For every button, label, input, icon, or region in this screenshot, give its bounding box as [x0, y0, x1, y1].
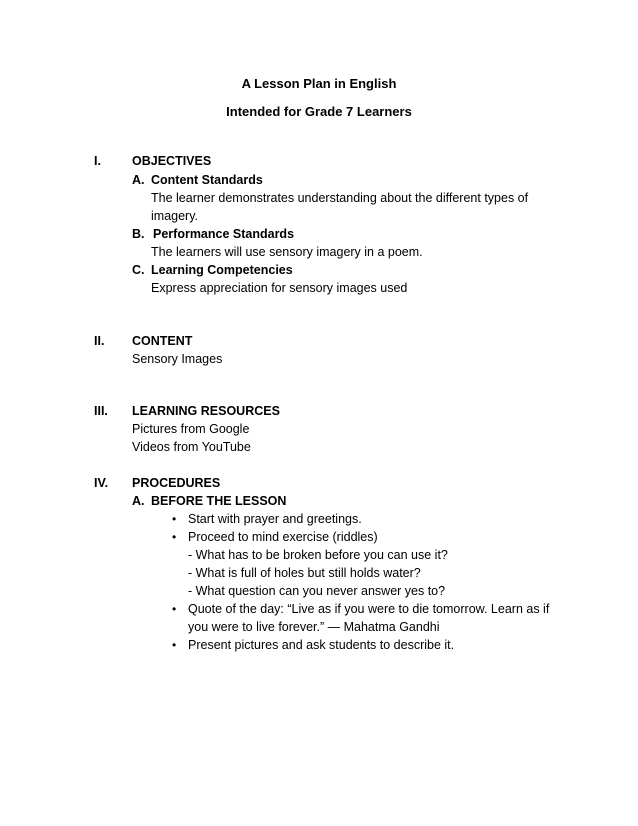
bullet-icon: •	[172, 512, 177, 526]
subsection-letter: C.	[132, 263, 145, 277]
bullet-line: Present pictures and ask students to describe it.	[188, 638, 455, 652]
bullet-line: Quote of the day: “Live as if you were to die tomorrow. Learn as if	[188, 602, 550, 616]
subsection-letter: A.	[132, 173, 145, 187]
bullet-line: Proceed to mind exercise (riddles)	[188, 530, 378, 544]
section-heading-content: CONTENT	[132, 334, 193, 348]
riddle-line: - What has to be broken before you can use it?	[188, 548, 448, 562]
section-numeral: I.	[94, 154, 101, 168]
subsection-letter: A.	[132, 494, 145, 508]
body-line: Express appreciation for sensory images used	[151, 281, 408, 295]
section-heading-objectives: OBJECTIVES	[132, 154, 212, 168]
body-line: Videos from YouTube	[132, 440, 251, 454]
bullet-line: Start with prayer and greetings.	[188, 512, 362, 526]
body-line: The learner demonstrates understanding about the different types of	[151, 191, 529, 205]
bullet-icon: •	[172, 530, 177, 544]
bullet-icon: •	[172, 602, 177, 616]
riddle-line: - What is full of holes but still holds water?	[188, 566, 421, 580]
document-subtitle: Intended for Grade 7 Learners	[226, 104, 412, 119]
document-title: A Lesson Plan in English	[241, 76, 397, 91]
subsection-heading-performance-standards: Performance Standards	[153, 227, 295, 241]
section-numeral: III.	[94, 404, 108, 418]
body-line: The learners will use sensory imagery in a poem.	[151, 245, 423, 259]
section-heading-procedures: PROCEDURES	[132, 476, 221, 490]
subsection-heading-before-the-lesson: BEFORE THE LESSON	[151, 494, 287, 508]
bullet-icon: •	[172, 638, 177, 652]
body-line: Sensory Images	[132, 352, 223, 366]
subsection-heading-content-standards: Content Standards	[151, 173, 263, 187]
subsection-heading-learning-competencies: Learning Competencies	[151, 263, 293, 277]
bullet-line: you were to live forever.” — Mahatma Gandhi	[188, 620, 440, 634]
section-numeral: IV.	[94, 476, 109, 490]
riddle-line: - What question can you never answer yes to?	[188, 584, 446, 598]
body-line: Pictures from Google	[132, 422, 250, 436]
section-numeral: II.	[94, 334, 105, 348]
section-heading-learning-resources: LEARNING RESOURCES	[132, 404, 280, 418]
body-line: imagery.	[151, 209, 199, 223]
subsection-letter: B.	[132, 227, 145, 241]
